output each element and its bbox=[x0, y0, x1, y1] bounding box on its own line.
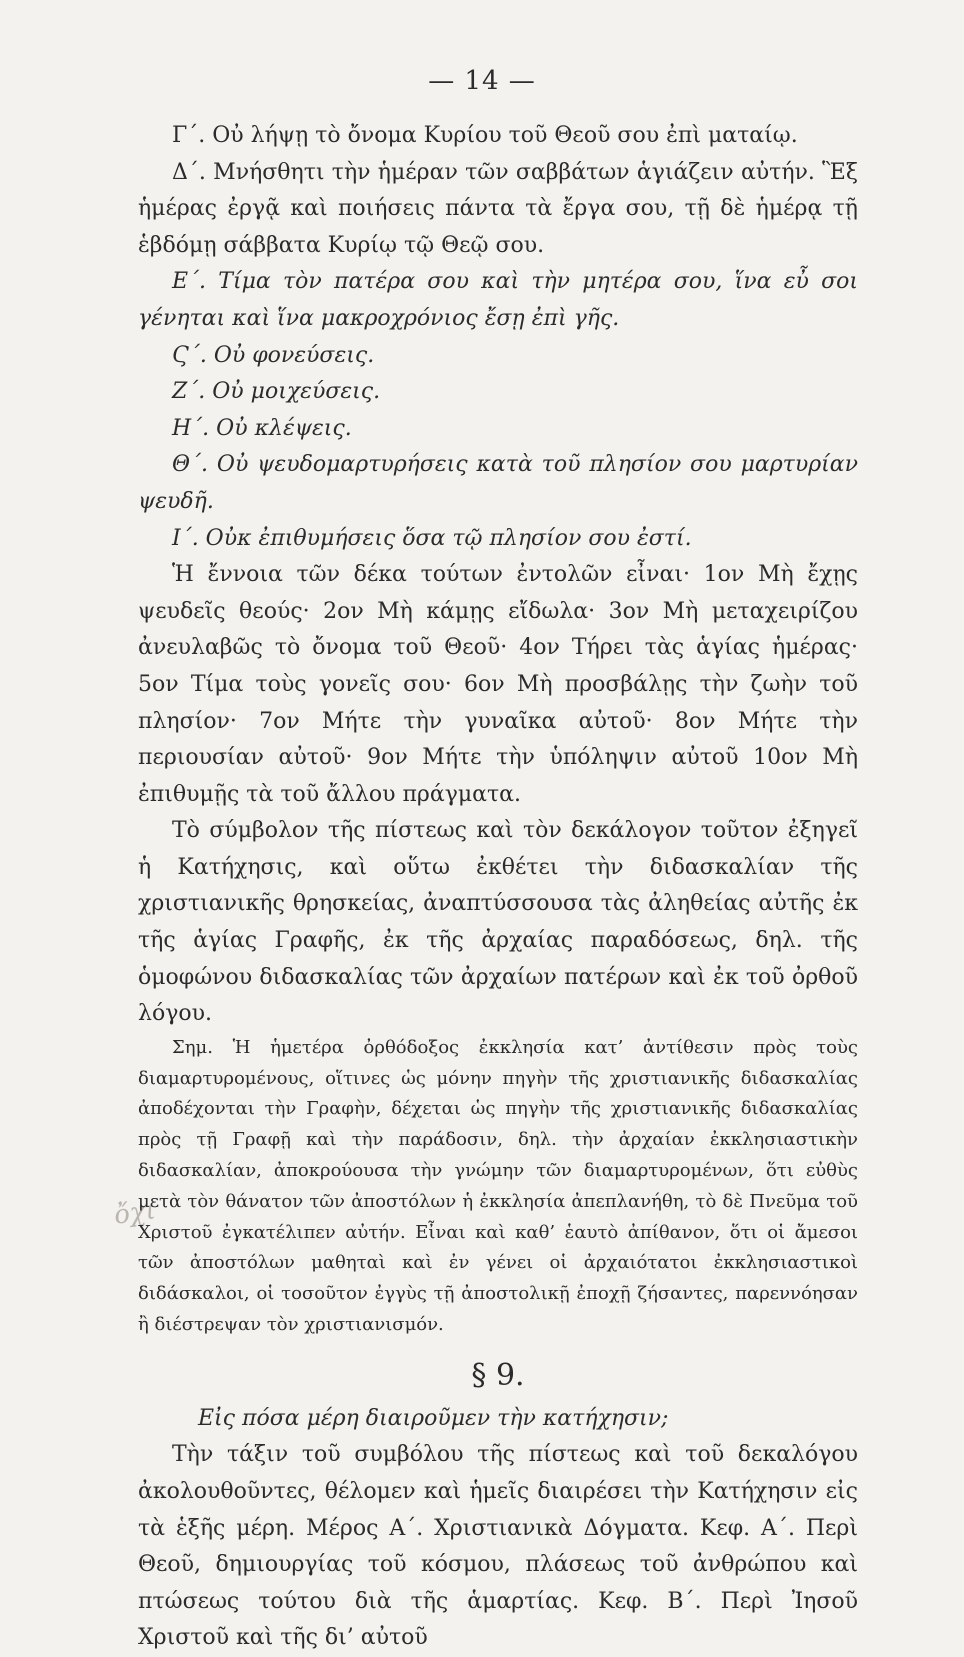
commandment-5: Ε΄. Τίμα τὸν πατέρα σου καὶ τὴν μητέρα σου, ἵνα εὖ σοι γένηται καὶ ἵνα μακροχρόνιος ἔσῃ ἐπὶ γῆς. bbox=[138, 269, 858, 331]
symbol-paragraph: Τὸ σύμβολον τῆς πίστεως καὶ τὸν δεκάλογον τοῦτον ἐξηγεῖ ἡ Κατήχησις, καὶ οὕτω ἐκθέτει τὴν διδασκαλίαν τῆς χριστιανικῆς θρησκείας, ἀναπτύσσουσα τὰς ἀληθείας αὐτῆς ἐκ τῆς ἁγίας Γραφῆς, ἐκ τῆς ἀρχαίας παραδόσεως, δηλ. τῆς ὁμοφώνου διδασκαλίας τῶν ἀρχαίων πατέρων καὶ ἐκ τοῦ ὀρθοῦ λόγου. bbox=[138, 818, 858, 1027]
commandment-4: Δ΄. Μνήσθητι τὴν ἡμέραν τῶν σαββάτων ἁγιάζειν αὐτήν. Ἓξ ἡμέρας ἐργᾷ καὶ ποιήσεις πάντα τὰ ἔργα σου, τῇ δὲ ἡμέρᾳ τῇ ἑβδόμῃ σάββατα Κυρίῳ τῷ Θεῷ σου. bbox=[138, 159, 858, 258]
final-paragraph: Τὴν τάξιν τοῦ συμβόλου τῆς πίστεως καὶ τοῦ δεκαλόγου ἀκολουθοῦντες, θέλομεν καὶ ἡμεῖς διαιρέσει τὴν Κατήχησιν εἰς τὰ ἑξῆς μέρη. Μέρος Α΄. Χριστιανικὰ Δόγματα. Κεφ. Α΄. Περὶ Θεοῦ, δημιουργίας τοῦ κόσμου, πλάσεως τοῦ ἀνθρώπου καὶ πτώσεως τούτου διὰ τῆς ἁμαρτίας. Κεφ. Β΄. Περὶ Ἰησοῦ Χριστοῦ καὶ τῆς δι’ αὐτοῦ bbox=[138, 1442, 858, 1651]
commandments-meaning: Ἡ ἔννοια τῶν δέκα τούτων ἐντολῶν εἶναι· 1ον Μὴ ἔχῃς ψευδεῖς θεούς· 2ον Μὴ κάμῃς εἴδωλα· 3ον Μὴ μεταχειρίζου ἀνευλαβῶς τὸ ὄνομα τοῦ Θεοῦ· 4ον Τήρει τὰς ἁγίας ἡμέρας· 5ον Τίμα τοὺς γονεῖς σου· 6ον Μὴ προσβάλῃς τὴν ζωὴν τοῦ πλησίον· 7ον Μήτε τὴν γυναῖκα αὐτοῦ· 8ον Μήτε τὴν περιουσίαν αὐτοῦ· 9ον Μήτε τὴν ὑπόληψιν αὐτοῦ 10ον Μὴ ἐπιθυμῇς τὰ τοῦ ἄλλου πράγματα. bbox=[138, 562, 858, 807]
footnote-paragraph: Σημ. Ἡ ἡμετέρα ὀρθόδοξος ἐκκλησία κατ’ ἀντίθεσιν πρὸς τοὺς διαμαρτυρομένους, οἵτινες ὡς μόνην πηγὴν τῆς χριστιανικῆς διδασκαλίας ἀποδέχονται τὴν Γραφὴν, δέχεται ὡς πηγὴν τῆς χριστιανικῆς διδασκαλίας πρὸς τῇ Γραφῇ καὶ τὴν παράδοσιν, δηλ. τὴν ἀρχαίαν ἐκκλησιαστικὴν διδασκαλίαν, ἀποκρούουσα τὴν γνώμην τῶν διαμαρτυρομένων, ὅτι εὐθὺς μετὰ τὸν θάνατον τῶν ἀποστόλων ἡ ἐκκλησία ἀπεπλανήθη, τὸ δὲ Πνεῦμα τοῦ Χριστοῦ ἐγκατέλιπεν αὐτήν. Εἶναι καὶ καθ’ ἑαυτὸ ἀπίθανον, ὅτι οἱ ἄμεσοι τῶν ἀποστόλων μαθηταὶ καὶ ἐν γένει οἱ ἀρχαιότατοι ἐκκλησιαστικοὶ διδάσκαλοι, οἱ τοσοῦτον ἐγγὺς τῇ ἀποστολικῇ ἐποχῇ ζήσαντες, παρεννόησαν ἢ διέστρεψαν τὸν χριστιανισμόν. bbox=[138, 1036, 858, 1336]
section-heading: § 9. bbox=[471, 1357, 525, 1393]
handwritten-margin-note: ὄχι bbox=[112, 1195, 158, 1231]
commandment-9: Θ΄. Οὐ ψευδομαρτυρήσεις κατὰ τοῦ πλησίον σου μαρτυρίαν ψευδῆ. bbox=[138, 452, 858, 514]
page-body bbox=[138, 118, 858, 1657]
commandment-8: Η΄. Οὐ κλέψεις. bbox=[172, 415, 352, 441]
section-question: Εἰς πόσα μέρη διαιροῦμεν τὴν κατήχησιν; bbox=[198, 1405, 669, 1431]
commandment-6: Ϛ΄. Οὐ φονεύσεις. bbox=[172, 342, 375, 368]
page-number: — 14 — bbox=[428, 66, 536, 96]
commandment-10: Ι΄. Οὐκ ἐπιθυμήσεις ὅσα τῷ πλησίον σου ἐστί. bbox=[172, 525, 692, 551]
commandment-7: Ζ΄. Οὐ μοιχεύσεις. bbox=[172, 379, 381, 405]
commandment-3: Γ΄. Οὐ λήψῃ τὸ ὄνομα Κυρίου τοῦ Θεοῦ σου ἐπὶ ματαίῳ. bbox=[172, 123, 798, 148]
